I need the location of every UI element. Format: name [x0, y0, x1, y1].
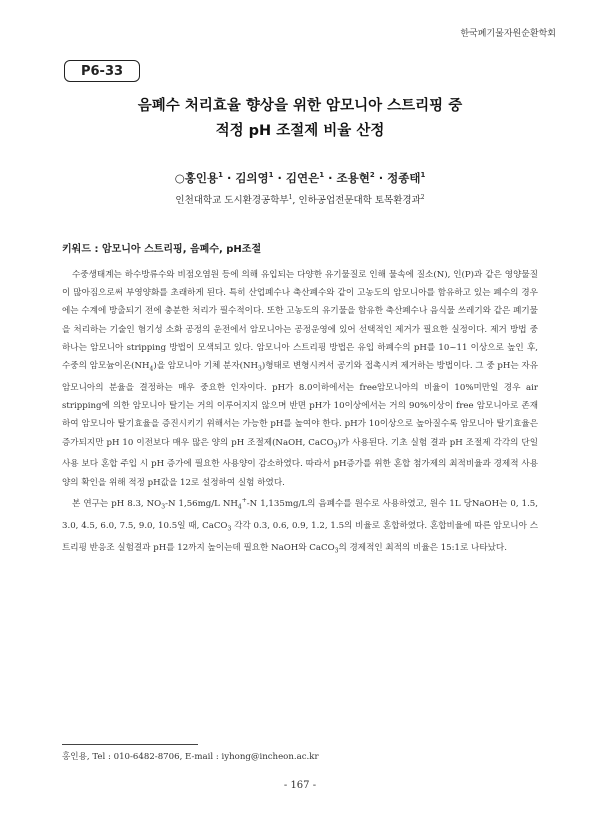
- title-line-2: 적정 pH 조절제 비율 산정: [215, 123, 385, 139]
- paper-code-badge: P6-33: [64, 60, 140, 82]
- journal-header: 한국폐기물자원순환학회: [460, 29, 556, 39]
- affiliation-2-mark: 2: [420, 193, 425, 201]
- footnote: 홍인용, Tel : 010-6482-8706, E-mail : iyhong@incheon.ac.kr: [62, 752, 319, 762]
- superscript: +: [241, 496, 247, 504]
- affiliations: [40, 192, 560, 206]
- author-affil-mark: 1: [218, 171, 223, 180]
- author-name: 김의영: [235, 171, 269, 185]
- author-list: [40, 170, 560, 186]
- affiliation-2: 인하공업전문대학 토목환경과: [298, 195, 421, 206]
- subscript: 3: [161, 503, 166, 511]
- paper-title: [40, 94, 560, 144]
- keywords-label: 키워드 :: [62, 244, 102, 255]
- affiliation-separator: ,: [292, 195, 299, 206]
- text-run: 각각 0.3, 0.6, 0.9, 1.2, 1.5의 비율로 혼합하였다. 혼합비율에 따른 암모니아 스트리핑 반응조 실험결과 pH를 12까지 높이는데 필요한 NaOH와 CaCO: [62, 520, 539, 553]
- text-run: )가 사용된다. 기초 실험 결과 pH 조절제 각각의 단일 사용 보다 혼합 주입 시 pH 증가에 필요한 사용양이 감소하였다. 따라서 pH증가를 위한 혼합 첨가제의 최적비율과 경제적 사용양의 확인을 위해 적정 pH값을 12로 설정하여 실험 하였다.: [62, 437, 539, 488]
- subscript: 4: [237, 503, 242, 511]
- subscript: 3: [334, 547, 339, 555]
- paragraph-1: [62, 266, 538, 492]
- subscript: 3: [258, 365, 262, 373]
- author-affil-mark: 1: [319, 171, 325, 180]
- author-name: 김연은: [285, 171, 320, 185]
- presenter-marker: ○: [174, 171, 185, 185]
- author-separator: ·: [374, 171, 388, 185]
- text-run: 수중생태계는 하수방류수와 비점오염원 등에 의해 유입되는 다양한 유기물질로 인해 물속에 질소(N), 인(P)과 같은 영양물질이 많아짐으로써 부영양화를 초래하게 된다. 특히 산업폐수나 축산폐수와 같이 고농도의 암모니아를 함유하고 있는 폐수의 경우에는 수계에 방출되기 전에 충분한 처리가 필수적이다. 또한 고농도의 유기물을 함유한 축산폐수나 음식물 쓰레기와 같은 폐기물을 처리하는 기술인 혐기성 소화 공정의 운전에서 암모니아는 공정운영에 있어 선택적인 제거가 필요한 실정이다. 제거 방법 중 하나는 암모니아 stripping 방법이 모색되고 있다. 암모니아 스트리핑 방법은 유입 하폐수의 pH를 10~11 이상으로 높인 후, 수중의 암모늄이온(NH: [62, 270, 538, 372]
- text-run: -N 1,135mg/L의 음폐수를 원수로 사용하였고, 원수 1L 당NaOH는 0, 1.5, 3.0, 4.5, 6.0, 7.5, 9.0, 10.5일 때, CaCO: [62, 498, 538, 531]
- text-run: )을 암모니아 기체 분자(NH: [153, 361, 259, 372]
- author-separator: ·: [324, 171, 337, 185]
- author-name: 정종태: [387, 171, 421, 185]
- author-separator: ·: [273, 171, 286, 185]
- title-line-1: 음폐수 처리효율 향상을 위한 암모니아 스트리핑 중: [137, 98, 463, 114]
- author-separator: ·: [222, 171, 236, 185]
- abstract-body: [62, 266, 538, 561]
- subscript: 3: [227, 525, 232, 533]
- paragraph-2: [62, 492, 538, 561]
- text-run: 의 경제적인 최적의 비율은 15:1로 나타났다.: [338, 542, 507, 553]
- affiliation-1-mark: 1: [288, 193, 293, 201]
- text-run: 본 연구는 pH 8.3, NO: [72, 498, 162, 509]
- keywords: [62, 240, 261, 255]
- affiliation-1: 인천대학교 도시환경공학부: [175, 195, 289, 206]
- keywords-terms: 암모니아 스트리핑, 음폐수, pH조절: [101, 244, 262, 255]
- subscript: 4: [149, 365, 154, 373]
- text-run: -N 1,56mg/L NH: [165, 498, 238, 509]
- text-run: )형태로 변형시켜서 공기와 접촉시켜 제거하는 방법이다. 그 중 pH는 자유 암모니아의 분율을 결정하는 매우 중요한 인자이다. pH가 8.0이하에서는 free암모니아의 비율이 10%미만일 경우 air stripping에 의한 암모니아 탈기는 거의 이루어지지 않으며 반면 pH가 10이상에서는 거의 90%이상이 free 암모니아로 존재하여 암모니아 탈기효율을 증진시키기 위해서는 가능한 pH를 높여야 한다. pH가 10이상으로 높아질수록 암모니아 탈기효율은 증가되지만 pH 10 이전보다 매우 많은 양의 pH 조절제(NaOH, CaCO: [62, 361, 538, 448]
- author-name: 조용현: [336, 171, 370, 185]
- page-number: - 167 -: [283, 780, 317, 791]
- author-affil-mark: 1: [420, 171, 426, 180]
- author-name: 홍인용: [184, 171, 219, 185]
- author-affil-mark: 1: [268, 171, 274, 180]
- footnote-divider: [62, 744, 198, 745]
- subscript: 3: [333, 442, 338, 450]
- author-affil-mark: 2: [369, 171, 375, 180]
